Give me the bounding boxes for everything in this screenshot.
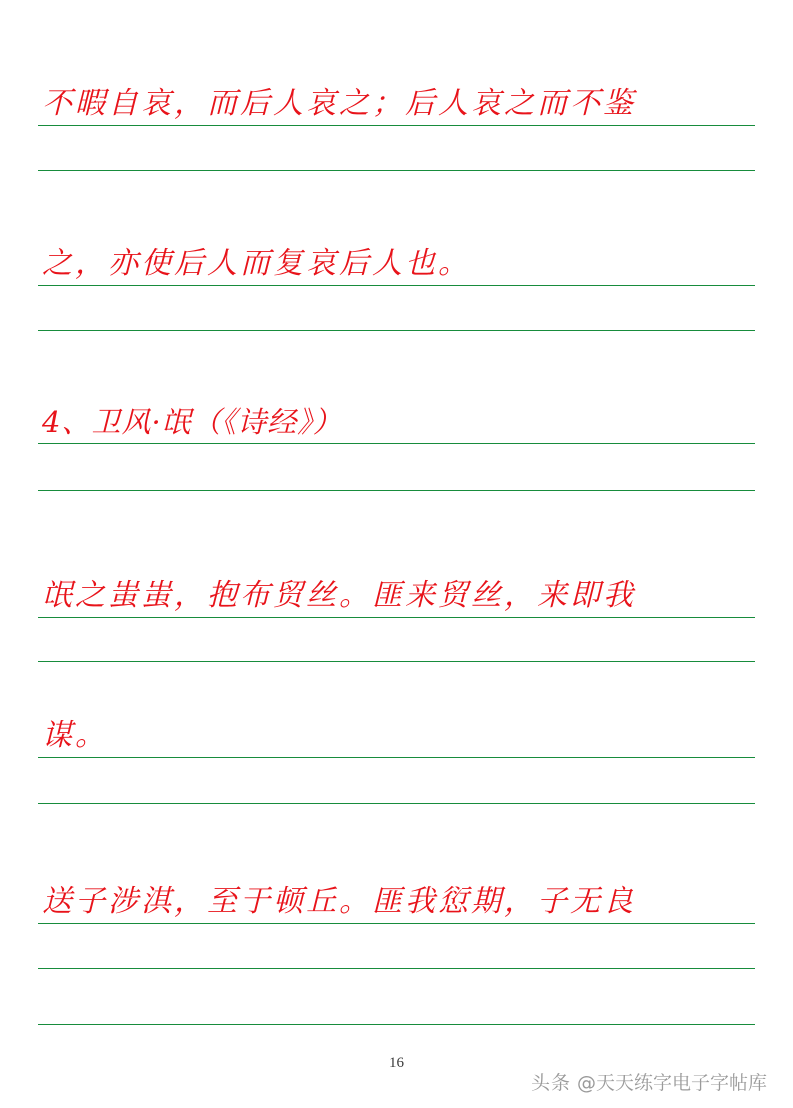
text-rule-line: [38, 617, 755, 618]
writing-line-row: [38, 65, 755, 125]
writing-line-row: [38, 557, 755, 617]
writing-line-row: [38, 964, 755, 1024]
practice-rule-line: [38, 803, 755, 804]
practice-rule-line: [38, 330, 755, 331]
practice-rule-line: [38, 170, 755, 171]
practice-rule-line: [38, 661, 755, 662]
text-rule-line: [38, 443, 755, 444]
watermark: [531, 1068, 767, 1095]
writing-line-row: [38, 697, 755, 757]
page-number: 16: [389, 1055, 404, 1071]
watermark-platform-label: 头条: [530, 1072, 571, 1094]
poem-line-text: 氓之蚩蚩，抱布贸丝。匪来贸丝，来即我: [42, 578, 636, 613]
text-rule-line: [38, 125, 755, 126]
poem-heading-text: 4、卫风·氓（《诗经》）: [42, 405, 343, 439]
poem-line-text: 之，亦使后人而复哀后人也。: [42, 246, 471, 281]
writing-line-row: [38, 863, 755, 923]
poem-line-text: 送子涉淇，至于顿丘。匪我愆期，子无良: [42, 884, 636, 919]
watermark-account-label: @天天练字电子字帖库: [576, 1072, 767, 1094]
text-rule-line: [38, 1024, 755, 1025]
poem-line-text: 谋。: [42, 718, 108, 753]
writing-line-row: [38, 383, 755, 443]
text-rule-line: [38, 757, 755, 758]
poem-line-text: 不暇自哀，而后人哀之；后人哀之而不鉴: [42, 86, 636, 121]
text-rule-line: [38, 285, 755, 286]
text-rule-line: [38, 923, 755, 924]
practice-rule-line: [38, 490, 755, 491]
writing-line-row: [38, 225, 755, 285]
